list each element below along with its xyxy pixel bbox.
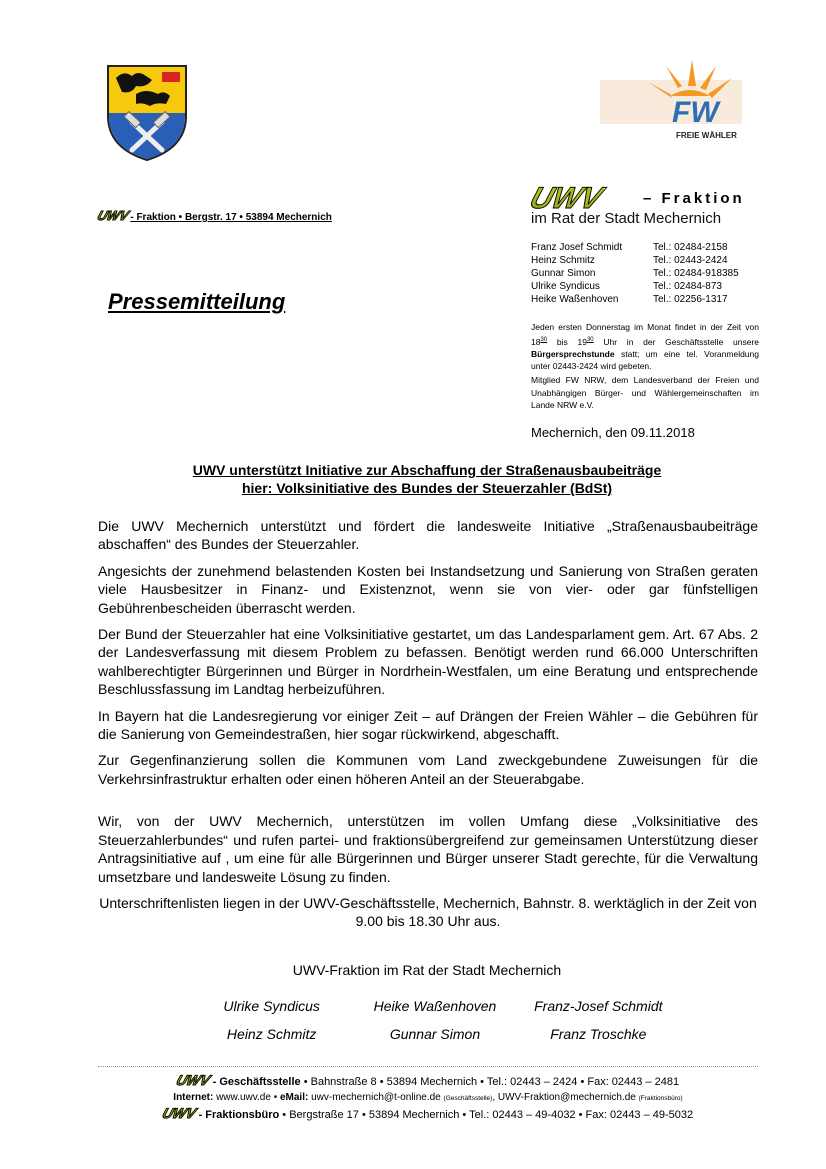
signature-row (190, 998, 680, 1014)
sprech-time-2: 30 (586, 336, 594, 343)
headline-line-1: UWV unterstützt Initiative zur Abschaffung der Straßenausbaubeiträge (192, 462, 662, 478)
membership-note: Mitglied FW NRW, dem Landesverband der Freien und Unabhängigen Bürger- und Wählergemeinschaften im Lande NRW e.V. (531, 375, 759, 410)
fraktion-title: – Fraktion (643, 190, 745, 207)
press-release-title: Pressemitteilung (108, 289, 286, 314)
signatory: Franz Troschke (550, 1026, 647, 1042)
fraktion-header (525, 182, 761, 227)
sprech-text-3: Uhr in der Geschäftsstelle unsere (593, 336, 759, 347)
contact-tel: Tel.: 02484-873 (653, 281, 722, 292)
signatory: Franz-Josef Schmidt (534, 998, 663, 1014)
sprech-bold: Bürgersprechstunde (531, 348, 615, 359)
sprechstunde-note (531, 321, 759, 373)
contact-name: Ulrike Syndicus (531, 281, 600, 292)
contact-tel: Tel.: 02484-918385 (653, 268, 739, 279)
paragraph: Der Bund der Steuerzahler hat eine Volksinitiative gestartet, um das Landesparlament gem. Art. 67 Abs. 2 der Landesverfassung mit diesem Problem zu befassen. Benötigt werden rund 66.000 Unterschriften wahlberechtigter Bürgerinnen und Bürger in Nordrhein-Westfalen, um eine Beratung und entsprechende Beschlussfassung im Landtag herbeizuführen. (98, 626, 758, 698)
paragraph: In Bayern hat die Landesregierung vor einiger Zeit – auf Drängen der Freien Wähler – die Gebühren für die Sanierung von Gemeindestraßen, hier sogar rückwirkend, abgeschafft. (98, 707, 758, 743)
footer-email-label: eMail: (279, 1092, 309, 1103)
footer-website[interactable]: www.uwv.de • (213, 1092, 280, 1103)
signatory: Heike Waßenhoven (373, 998, 497, 1014)
fw-caption: FREIE WÄHLER (676, 131, 737, 140)
sender-address-text: - Fraktion • Bergstr. 17 • 53894 Mechernich (130, 212, 332, 223)
uwv-logo-footer: UWV (174, 1072, 213, 1088)
contact-name: Franz Josef Schmidt (531, 242, 623, 253)
signatory: Ulrike Syndicus (223, 998, 320, 1014)
footer-fraktion-details: • Bergstraße 17 • 53894 Mechernich • Tel.: 02443 – 49-4032 • Fax: 02443 – 49-5032 (282, 1109, 694, 1121)
uwv-logo-large: UWV (525, 182, 607, 215)
footer-line-fraktion (98, 1106, 758, 1123)
paragraph: Angesichts der zunehmend belastenden Kosten bei Instandsetzung und Sanierung von Straßen geraten viele Hausbesitzer in Finanz- und Existenznot, wenn sie von vier- oder gar fünfstelligen Gebührenbescheiden überrascht werden. (98, 562, 758, 616)
signatory: Gunnar Simon (389, 1026, 481, 1042)
city-crest (106, 64, 188, 162)
body-text (98, 517, 758, 939)
contact-row (531, 280, 739, 293)
contact-row (531, 267, 739, 280)
uwv-logo-footer: UWV (160, 1105, 199, 1121)
sprech-time-1: 30 (540, 336, 548, 343)
sprech-text-2: bis 19 (547, 336, 587, 347)
signature-organisation: UWV-Fraktion im Rat der Stadt Mechernich (292, 962, 562, 978)
contact-name: Gunnar Simon (531, 268, 596, 279)
footer-email-fraktion[interactable]: , UWV-Fraktion@mechernich.de (492, 1092, 639, 1103)
freie-waehler-logo (600, 56, 742, 142)
footer-divider (98, 1066, 758, 1067)
footer (98, 1073, 758, 1123)
footer-email-office[interactable]: uwv-mechernich@t-online.de (308, 1092, 444, 1103)
contact-tel: Tel.: 02256-1317 (653, 294, 728, 305)
signature-row (190, 1026, 680, 1042)
footer-email-fraktion-note: (Fraktionsbüro) (638, 1095, 683, 1102)
sprech-text-1: Jeden ersten Donnerstag im Monat findet in der Zeit von 18 (531, 322, 759, 347)
uwv-logo: UWV (95, 208, 131, 223)
contact-list (531, 241, 739, 306)
contact-row (531, 254, 739, 267)
contact-row (531, 241, 739, 254)
sender-address-line (95, 208, 332, 223)
headline-line-2: hier: Volksinitiative des Bundes der Steuerzahler (BdSt) (241, 480, 613, 496)
footer-line-office (98, 1073, 758, 1090)
contact-tel: Tel.: 02484-2158 (653, 242, 728, 253)
dateline: Mechernich, den 09.11.2018 (531, 425, 695, 440)
footer-line-web (98, 1090, 758, 1106)
footer-office-details: • Bahnstraße 8 • 53894 Mechernich • Tel.: 02443 – 2424 • Fax: 02443 – 2481 (303, 1076, 680, 1088)
paragraph: Die UWV Mechernich unterstützt und fördert die landesweite Initiative „Straßenausbaubeiträge abschaffen“ des Bundes der Steuerzahler. (98, 518, 758, 553)
sprech-text-4: statt; um eine tel. Voranmeldung unter 02443-2424 wird gebeten. (531, 348, 759, 372)
signatory: Heinz Schmitz (226, 1026, 317, 1042)
paragraph: Wir, von der UWV Mechernich, unterstützen im vollen Umfang diese „Volksinitiative des Steuerzahlerbundes“ und rufen partei- und fraktionsübergreifend zur gemeinsamen Unterstützung dieser Antragsinitiative auf , um eine für alle Bürgerinnen und Bürger unserer Stadt gerechte, für die Verwaltung umsetzbare und landesweite Lösung zu finden. (98, 813, 758, 885)
paragraph: Unterschriftenlisten liegen in der UWV-Geschäftsstelle, Mechernich, Bahnstr. 8. werktäglich in der Zeit von 9.00 bis 18.30 Uhr aus. (99, 894, 757, 930)
contact-row (531, 293, 739, 306)
footer-office-label: - Geschäftsstelle (209, 1076, 304, 1088)
paragraph: Zur Gegenfinanzierung sollen die Kommunen vom Land zweckgebundene Zuweisungen für die Verkehrsinfrastruktur erhalten oder einen höheren Anteil an der Steuerabgabe. (98, 752, 758, 787)
contact-name: Heinz Schmitz (531, 255, 595, 266)
footer-internet-label: Internet: (173, 1092, 214, 1103)
headline (96, 461, 758, 497)
footer-fraktion-label: - Fraktionsbüro (195, 1109, 283, 1121)
footer-email-office-note: (Geschäftsstelle) (443, 1095, 493, 1102)
contact-tel: Tel.: 02443-2424 (653, 255, 728, 266)
fraktion-subtitle: im Rat der Stadt Mechernich (531, 210, 722, 227)
contact-name: Heike Waßenhoven (531, 294, 619, 305)
fw-text: FW (672, 96, 719, 129)
